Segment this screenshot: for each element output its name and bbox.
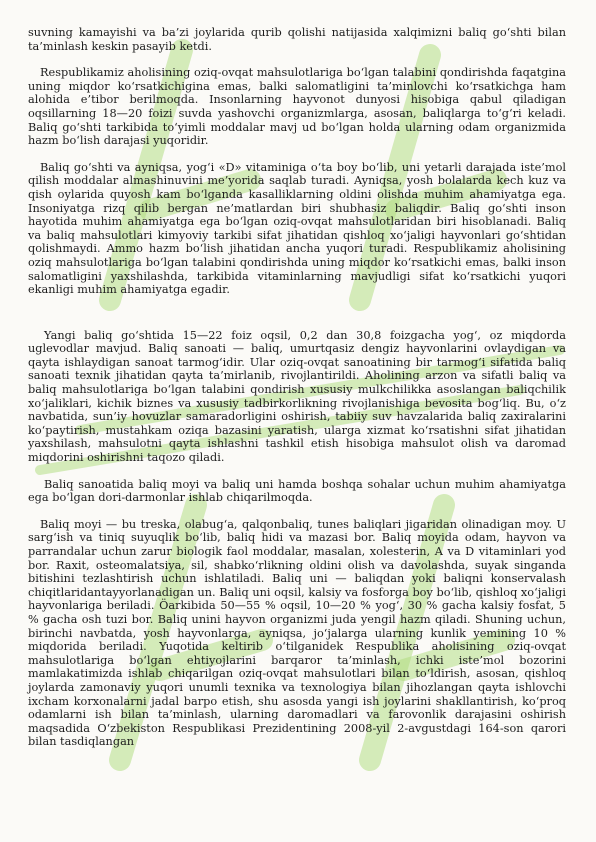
paragraph: Yangi baliq go‘shtida 15—22 foiz oqsil, 0,2 dan 30,8 foizgacha yog‘, oz miqdorda uglevodlar mavjud. Baliq sanoati — baliq, umurtqasiz dengiz hayvonlarini ovlaydigan va qayta ishlaydigan sanoat tarmog‘idir. Ular oziq-ovqat sanoatining bir tarmog‘i sifatida baliq sanoati texnik jihatidan qayta ta’mirlanib, rivojlantirildi. Aholining arzon va sifatli baliq va baliq mahsulotlariga bo‘lgan talabini qondirish xususiy mulkchilikka asoslangan baliqchilik xo‘jaliklari, kichik biznes va xususiy tadbirkorlikning rivojlanishiga bevosita bog‘liq. Bu, o‘z navbatida, sun’iy hovuzlar samaradorligini oshirish, tabiiy suv havzalarida baliq zaxiralarini ko‘paytirish, mustahkam oziqa bazasini yaratish, ularga xizmat ko‘rsatishni sifat jihatidan yaxshilash, mahsulotni qayta ishlashni tashkil etish hisobiga mahsulot olish va daromad miqdorini oshirishni taqozo qiladi. <box>28 328 566 465</box>
paragraph: Respublikamiz aholisining oziq-ovqat mahsulotlariga bo‘lgan talabini qondirishda faqatgina uning miqdor ko‘rsatkichigina emas, balki salomatligini ta’minlovchi ko‘rsatkichga ham alohida e’tibor berilmoqda. Insonlarning hayvonot dunyosi hisobiga qabul qiladigan oqsillarning 18—20 foizi suvda yashovchi organizmlarga, asosan, baliqlarga to‘g‘ri keladi. Baliq go‘shti tarkibida to‘yimli moddalar mavj ud bo‘lgan holda ularning odam organizmida hazm bo‘lish darajasi yuqoridir. <box>28 66 566 148</box>
paragraph: suvning kamayishi va ba’zi joylarida qurib qolishi natijasida xalqimizni baliq go‘shti bilan ta’minlash keskin pasayib ketdi. <box>28 26 566 53</box>
paragraph: Baliq sanoatida baliq moyi va baliq uni hamda boshqa sohalar uchun muhim ahamiyatga ega bo‘lgan dori-darmonlar ishlab chiqarilmoqda. <box>28 477 566 505</box>
document-body <box>28 26 566 749</box>
page-bottom-margin <box>0 812 596 842</box>
paragraph: Baliq go‘shti va ayniqsa, yog‘i «D» vitaminiga o‘ta boy bo‘lib, uni yetarli darajada iste’mol qilish moddalar almashinuvini me’yorida saqlab turadi. Ayniqsa, yosh bolalarda kech kuz va qish oylarida quyosh kam bo‘lganda kasalliklarning oldini olishda muhim ahamiyatga ega. Insoniyatga rizq qilib bergan ne’matlardan biri shubhasiz baliqdir. Baliq go‘shti inson hayotida muhim ahamiyatga ega bo‘lgan oziq-ovqat mahsulotlaridan biri hisoblanadi. Baliq va baliq mahsulotlari kimyoviy tarkibi sifat jihatidan qishloq xo‘jaligi hayvonlari go‘shtidan qolishmaydi. Ammo hazm bo‘lish jihatidan ancha yuqori turadi. Respublikamiz aholisining oziq mahsulotlariga bo‘lgan talabini qondirishda uning miqdor ko‘rsatkichi emas, balki inson salomatligini yaxshilashda, tarkibida vitaminlarning mavjudligi sifat ko‘rsatkichi yuqori ekanligi muhim ahamiyatga egadir. <box>28 160 566 297</box>
paragraph: Baliq moyi — bu treska, olabug‘a, qalqonbaliq, tunes baliqlari jigaridan olinadigan moy. U sarg‘ish va tiniq suyuqlik bo‘lib, baliq hidi va mazasi bor. Baliq moyida odam, hayvon va parrandalar uchun zarur biologik faol moddalar, masalan, xolesterin, A va D vitaminlari yod bor. Raxit, osteomalatsiya, sil, shabko‘rlikning oldini olish va davolashda, suyak singanda bitishini tezlashtirish uchun ishlatiladi. Baliq uni — baliqdan yoki baliqni konservalash chiqitlaridantayyorlanadigan un. Baliq uni oqsil, kalsiy va fosforga boy bo‘lib, qishloq xo‘jaligi hayvonlariga beriladi. Öarkibida 50—55 % oqsil, 10—20 % yog‘, 30 % gacha kalsiy fosfat, 5 % gacha osh tuzi bor. Baliq unini hayvon organizmi juda yengil hazm qiladi. Shuning uchun, birinchi navbatda, yosh hayvonlarga, ayniqsa, jo‘jalarga ularning kunlik yemining 10 % miqdorida beriladi. Yuqotida keltirib o‘tilganidek Respublika aholisining oziq-ovqat mahsulotlariga bo‘lgan ehtiyojlarini barqaror ta’minlash, ichki iste’mol bozorini mamlakatimizda ishlab chiqarilgan oziq-ovqat mahsulotlari bilan to‘ldirish, asosan, qishloq joylarda zamonaviy yuqori unumli texnika va texnologiya bilan jihozlangan qayta ishlovchi ixcham korxonalarni jadal barpo etish, shu asosda yangi ish joylarini shakllantirish, ko‘proq odamlarni ish bilan ta’minlash, ularning daromadlari va farovonlik darajasini oshirish maqsadida O‘zbekiston Respublikasi Prezidentining 2008-yil 2-avgustdagi 164-son qarori bilan tasdiqlangan <box>28 517 566 749</box>
